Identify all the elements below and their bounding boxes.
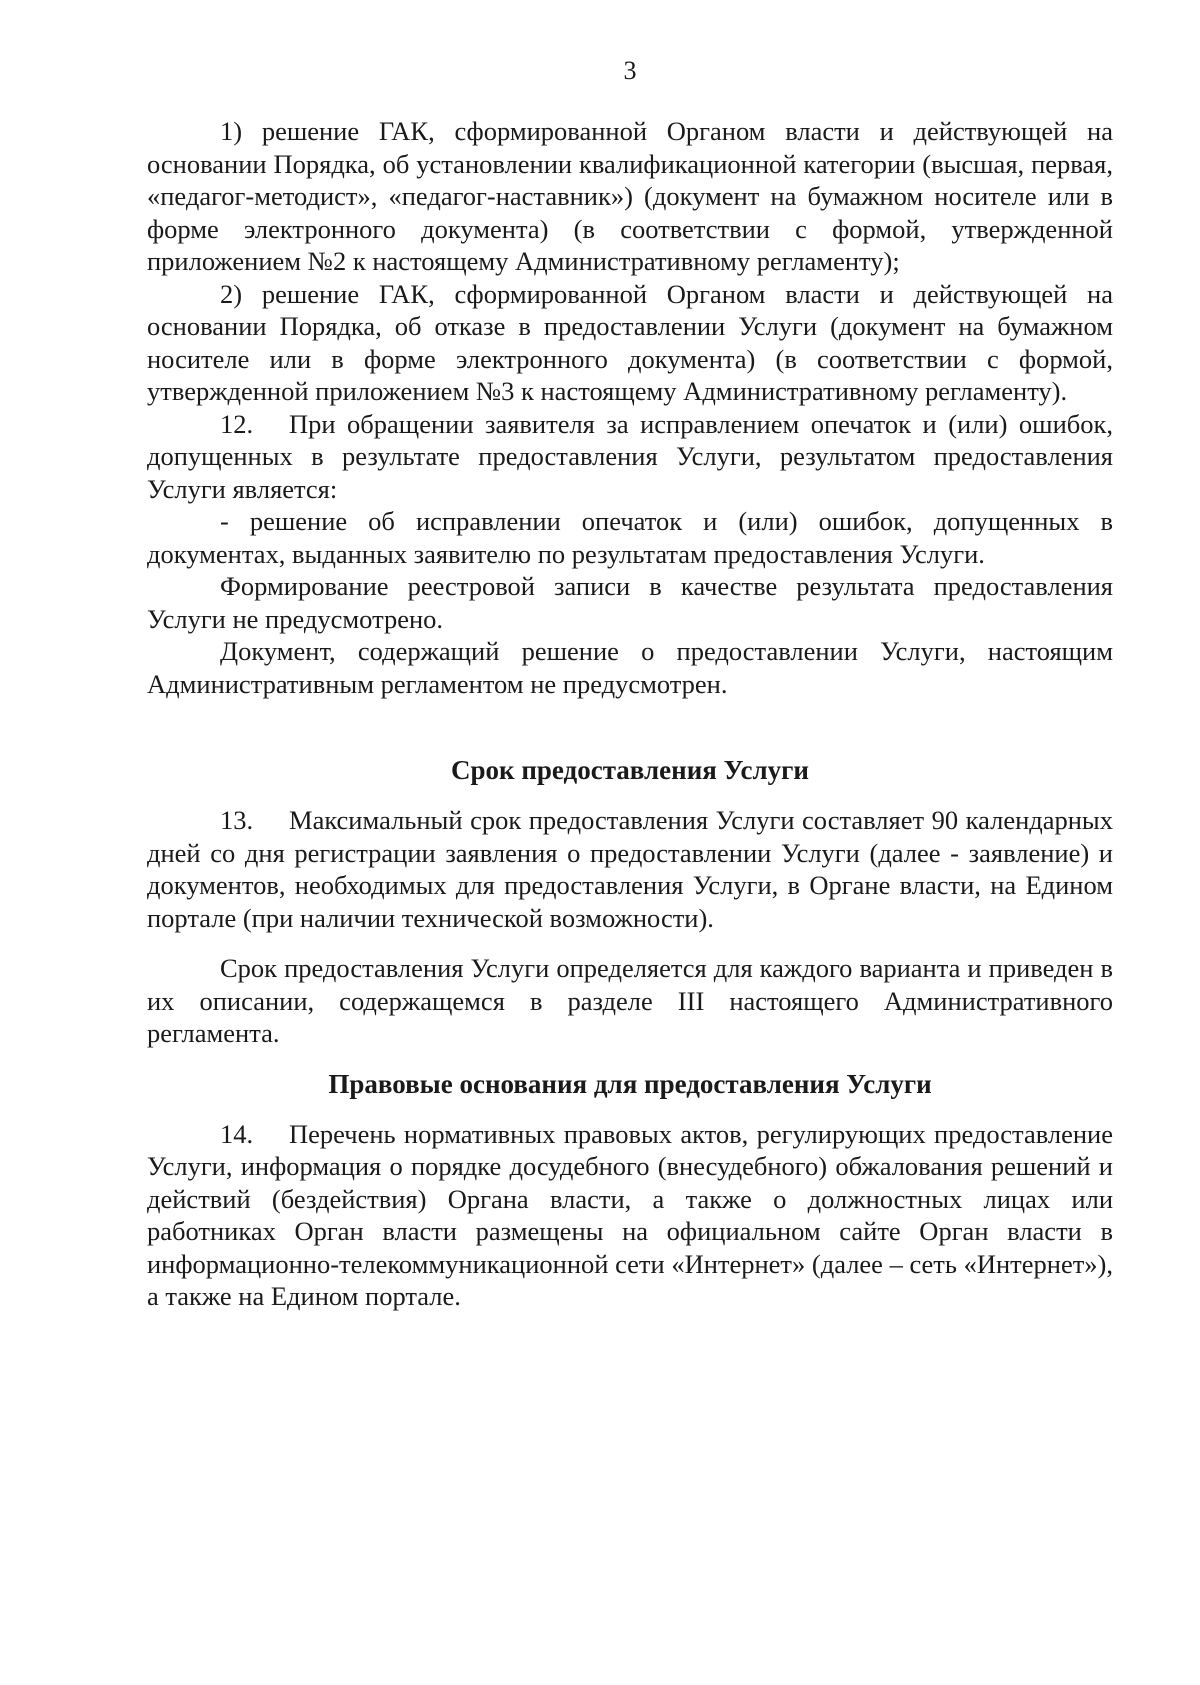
registry-record-note: Формирование реестровой записи в качестве результата предоставления Услуги не предусмотрено. [147, 571, 1113, 634]
heading-legal-basis: Правовые основания для предоставления Услуги [328, 1068, 932, 1099]
document-body [147, 115, 1113, 1313]
point-14-number: 14. [220, 1118, 254, 1149]
result-item-1: 1) решение ГАК, сформированной Органом власти и действующей на основании Порядка, об установлении квалификационной категории (высшая, первая, «педагог-методист», «педагог-наставник») (документ на бумажном носителе или в форме электронного документа) (в соответствии с формой, утвержденной приложением №2 к настоящему Административному регламенту); [147, 116, 1113, 276]
point-13-text: Максимальный срок предоставления Услуги составляет 90 календарных дней со дня регистрации заявления о предоставлении Услуги (далее - заявление) и документов, необходимых для предоставления Услуги, в Органе власти, на Едином портале (при наличии технической возможности). [147, 805, 1113, 933]
heading-service-term: Срок предоставления Услуги [451, 755, 809, 785]
term-by-variant-paragraph: Срок предоставления Услуги определяется для каждого варианта и приведен в их описании, содержащемся в разделе III настоящего Административного регламента. [147, 953, 1113, 1048]
page-number: 3 [623, 56, 637, 85]
point-12-text: При обращении заявителя за исправлением опечаток и (или) ошибок, допущенных в результате предоставления Услуги, результатом предоставления Услуги является: [147, 408, 1113, 504]
result-item-2: 2) решение ГАК, сформированной Органом власти и действующей на основании Порядка, об отказе в предоставлении Услуги (документ на бумажном носителе или в форме электронного документа) (в соответствии с формой, утвержденной приложением №3 к настоящему Административному регламенту). [147, 278, 1113, 406]
decision-document-note: Документ, содержащий решение о предоставлении Услуги, настоящим Административным регламентом не предусмотрен. [147, 636, 1113, 699]
correction-decision-item: - решение об исправлении опечаток и (или) ошибок, допущенных в документах, выданных заявителю по результатам предоставления Услуги. [147, 506, 1113, 569]
point-12 [147, 408, 1113, 506]
point-14 [147, 1118, 1113, 1313]
point-14-text: Перечень нормативных правовых актов, регулирующих предоставление Услуги, информация о порядке досудебного (внесудебного) обжалования решений и действий (бездействия) Органа власти, а также о должностных лицах или работниках Орган власти размещены на официальном сайте Орган власти в информационно-телекоммуникационной сети «Интернет» (далее – сеть «Интернет»), а также на Едином портале. [147, 1118, 1113, 1311]
point-13-number: 13. [220, 805, 254, 835]
point-12-number: 12. [220, 408, 254, 439]
point-13 [147, 804, 1113, 934]
